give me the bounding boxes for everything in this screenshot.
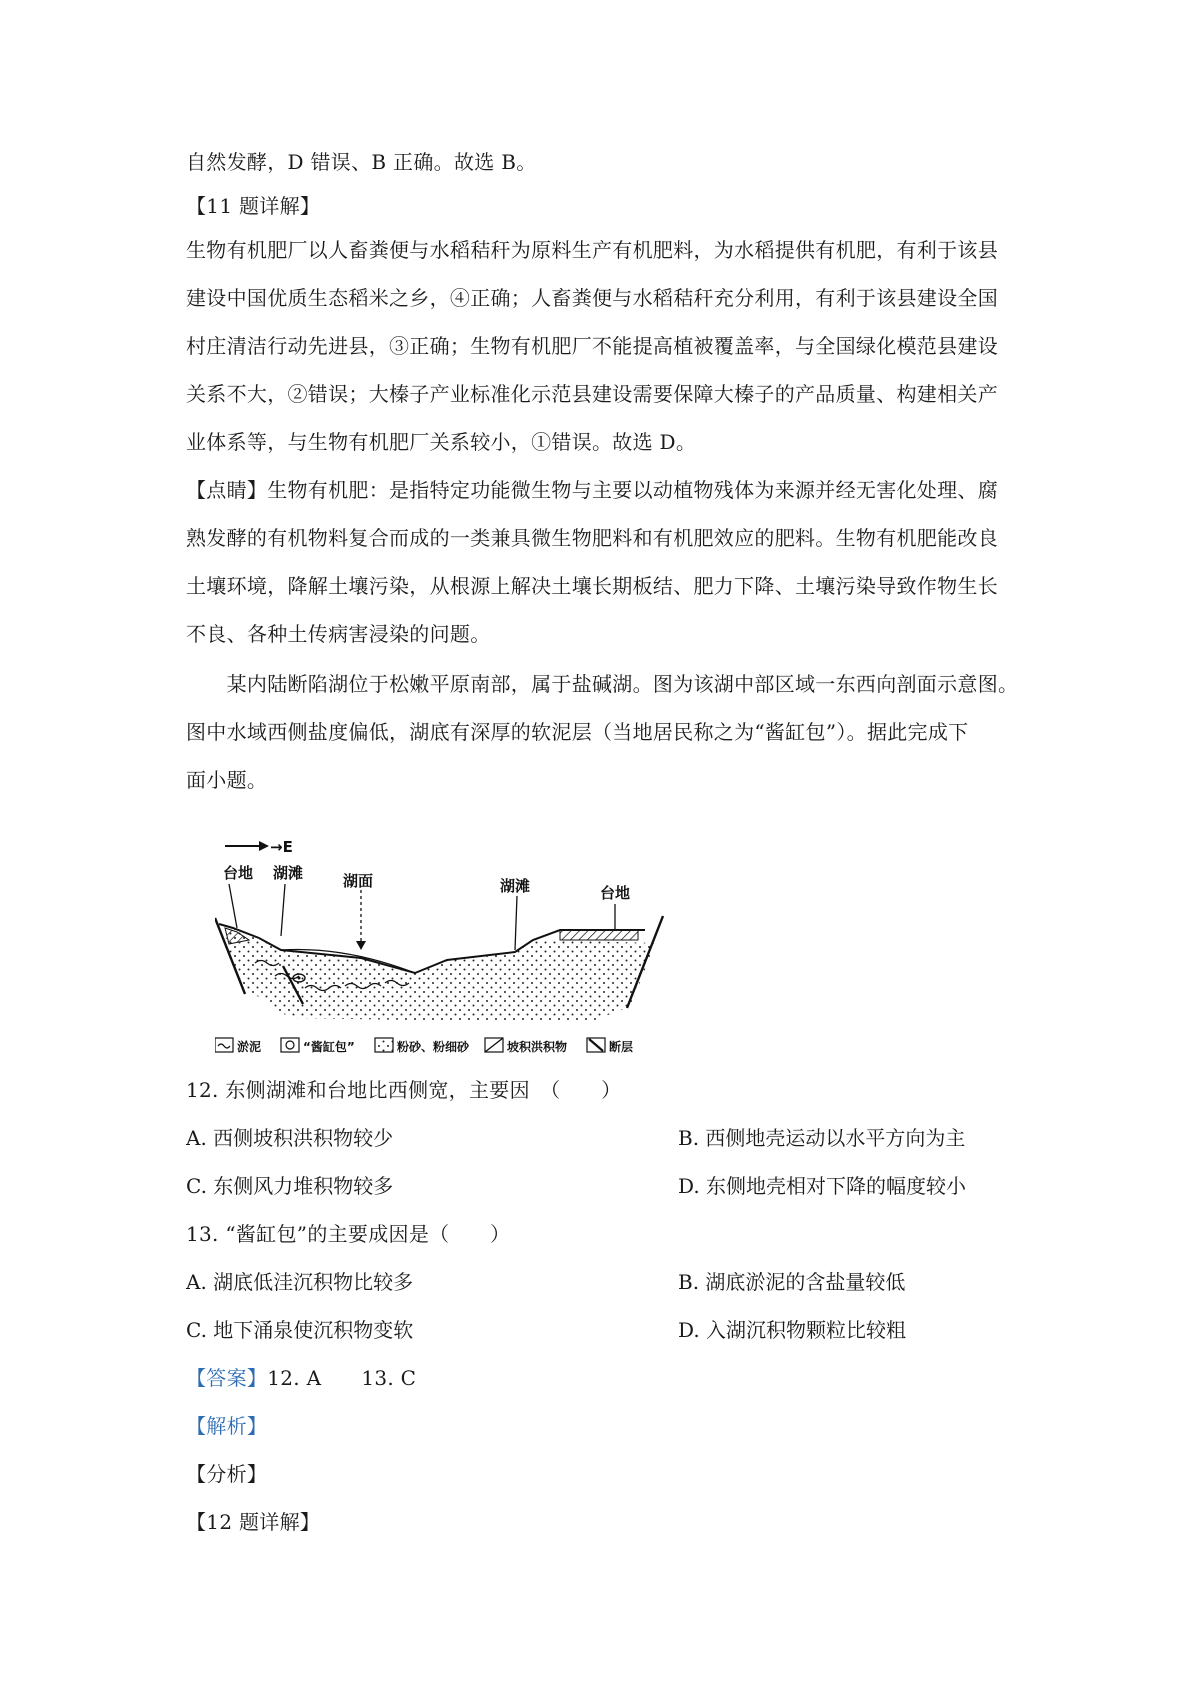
tip-line: 土壤环境，降解土壤污染，从根源上解决土壤长期板结、肥力下降、土壤污染导致作物生长: [186, 574, 998, 598]
answer-label: 【答案】: [186, 1366, 268, 1390]
tip-line: 【点睛】生物有机肥：是指特定功能微生物与主要以动植物残体为来源并经无害化处理、腐: [186, 478, 998, 502]
paragraph-q11-line: 关系不大，②错误；大榛子产业标准化示范县建设需要保障大榛子的产品质量、构建相关产: [186, 382, 998, 406]
east-beach-label: 湖滩: [500, 877, 531, 895]
heading-q12-detail: 【12 题详解】: [186, 1510, 321, 1534]
east-beach-pointer: [515, 896, 517, 950]
east-terrace-label: 台地: [600, 884, 631, 902]
fenxi-label: 【分析】: [186, 1462, 268, 1486]
tip-line: 不良、各种土传病害浸染的问题。: [186, 622, 491, 646]
question-12-stem: 12. 东侧湖滩和台地比西侧宽，主要因 （ ）: [186, 1078, 622, 1102]
q12-option-c: C. 东侧风力堆积物较多: [186, 1174, 394, 1198]
intro-line: 面小题。: [186, 768, 268, 792]
legend-silt: 粉砂、粉细砂: [397, 1040, 470, 1054]
q13-option-d: D. 入湖沉积物颗粒比较粗: [678, 1318, 907, 1342]
west-terrace-pointer: [229, 884, 237, 928]
q12-option-d: D. 东侧地壳相对下降的幅度较小: [678, 1174, 967, 1198]
west-beach-pointer: [281, 884, 285, 936]
east-slope-deposit: [560, 930, 638, 940]
legend-fault: 断层: [609, 1040, 634, 1054]
lake-surface-label: 湖面: [343, 872, 374, 890]
analysis-label: 【解析】: [186, 1414, 268, 1438]
legend-jianggangbao: “酱缸包”: [303, 1040, 355, 1054]
paragraph-conclusion-10: 自然发酵，D 错误、B 正确。故选 B。: [186, 150, 537, 174]
answer-line: [186, 1364, 1036, 1392]
heading-q11-detail: 【11 题详解】: [186, 194, 321, 218]
paragraph-q11-line: 建设中国优质生态稻米之乡，④正确；人畜粪便与水稻秸秆充分利用，有利于该县建设全国: [186, 286, 998, 310]
intro-line: 图中水域西侧盐度偏低，湖底有深厚的软泥层（当地居民称之为“酱缸包”）。据此完成下: [186, 720, 969, 744]
lake-cross-section-figure: [215, 828, 725, 1058]
paragraph-q11-line: 业体系等，与生物有机肥厂关系较小，①错误。故选 D。: [186, 430, 697, 454]
west-terrace-label: 台地: [223, 864, 254, 882]
question-13-stem: 13. “酱缸包”的主要成因是（ ）: [186, 1222, 511, 1246]
intro-line: 某内陆断陷湖位于松嫩平原南部，属于盐碱湖。图为该湖中部区域一东西向剖面示意图。: [186, 672, 1019, 696]
paragraph-q11-line: 村庄清洁行动先进县，③正确；生物有机肥厂不能提高植被覆盖率，与全国绿化模范县建设: [186, 334, 998, 358]
q12-option-b: B. 西侧地壳运动以水平方向为主: [678, 1126, 966, 1150]
tip-line: 熟发酵的有机物料复合而成的一类兼具微生物肥料和有机肥效应的肥料。生物有机肥能改良: [186, 526, 998, 550]
legend-mud: 淤泥: [237, 1040, 262, 1054]
q12-option-a: A. 西侧坡积洪积物较少: [186, 1126, 394, 1150]
paragraph-q11-line: 生物有机肥厂以人畜粪便与水稻秸秆为原料生产有机肥料，为水稻提供有机肥，有利于该县: [186, 238, 998, 262]
west-beach-label: 湖滩: [273, 864, 304, 882]
q13-option-a: A. 湖底低洼沉积物比较多: [186, 1270, 414, 1294]
figure-legend: [215, 1038, 633, 1054]
direction-arrow: [225, 841, 269, 851]
q13-option-c: C. 地下涌泉使沉积物变软: [186, 1318, 414, 1342]
legend-slope-deposit: 坡积洪积物: [507, 1040, 568, 1054]
direction-label: →E: [270, 838, 293, 856]
q13-option-b: B. 湖底淤泥的含盐量较低: [678, 1270, 906, 1294]
answer-13: 13. C: [361, 1366, 417, 1390]
answer-12: 12. A: [267, 1366, 322, 1390]
